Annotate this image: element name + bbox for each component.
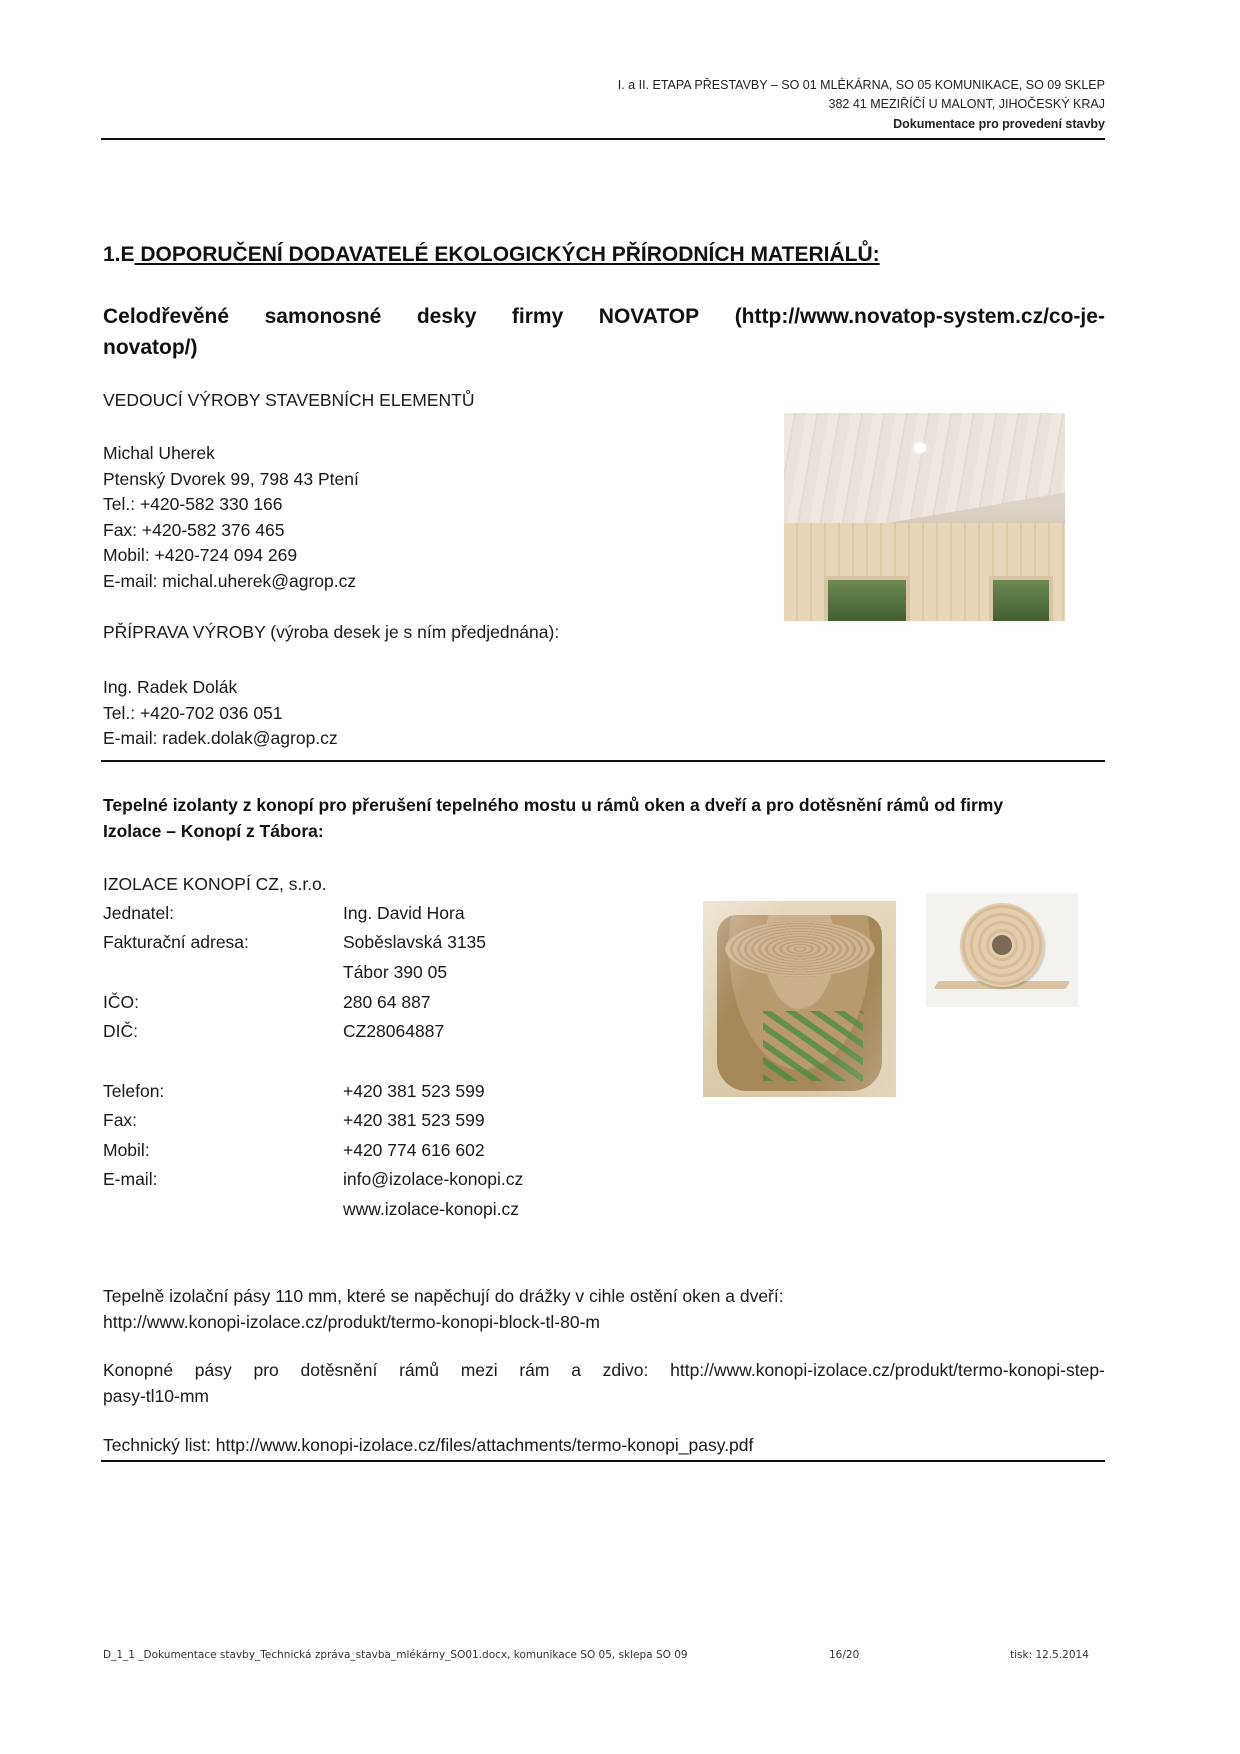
hemp-strip-roll-photo bbox=[926, 893, 1078, 1007]
hemp-heading bbox=[103, 792, 1003, 844]
strips-link[interactable]: http://www.konopi-izolace.cz/produkt/termo-konopi-block-tl-80-m bbox=[103, 1312, 600, 1332]
section-rule bbox=[101, 760, 1105, 762]
sealing-word: a bbox=[571, 1360, 581, 1380]
sealing-word: zdivo: bbox=[602, 1360, 649, 1380]
contact-mobile: Mobil: +420-724 094 269 bbox=[103, 545, 298, 565]
value-phone: +420 381 523 599 bbox=[343, 1081, 485, 1101]
sealing-word: Konopné bbox=[103, 1360, 174, 1380]
header-rule bbox=[101, 138, 1105, 140]
heading-word: Celodřevěné bbox=[103, 305, 230, 328]
datasheet-paragraph[interactable]: Technický list: http://www.konopi-izolace.cz/files/attachments/termo-konopi_pasy.pdf bbox=[103, 1435, 754, 1455]
hemp-roll-photo bbox=[703, 901, 896, 1097]
contact-block-2 bbox=[103, 675, 338, 752]
contact-address: Ptenský Dvorek 99, 798 43 Ptení bbox=[103, 468, 359, 489]
bottom-rule bbox=[101, 1460, 1105, 1462]
label-mobile: Mobil: bbox=[103, 1140, 150, 1160]
label-fax: Fax: bbox=[103, 1110, 138, 1130]
value-fax: +420 381 523 599 bbox=[343, 1110, 485, 1130]
section-title-text: DOPORUČENÍ DODAVATELÉ EKOLOGICKÝCH PŘÍRODNÍCH MATERIÁLŮ: bbox=[134, 243, 880, 266]
sealing-line-1 bbox=[103, 1357, 1105, 1383]
contact-tel: Tel.: +420-582 330 166 bbox=[103, 494, 283, 514]
section-title bbox=[103, 243, 880, 267]
sealing-word: rámů bbox=[399, 1360, 439, 1380]
header-line-3: Dokumentace pro provedení stavby bbox=[893, 117, 1105, 131]
contact-fax: Fax: +420-582 376 465 bbox=[103, 519, 285, 540]
value-street: Soběslavská 3135 bbox=[343, 932, 487, 952]
heading-word: samonosné bbox=[264, 305, 382, 328]
sealing-link-line-2[interactable]: pasy-tl10-mm bbox=[103, 1386, 209, 1406]
strips-text: Tepelně izolační pásy 110 mm, které se napěchují do drážky v cihle ostění oken a dveří: bbox=[103, 1286, 784, 1306]
value-mobile: +420 774 616 602 bbox=[343, 1140, 485, 1160]
novatop-heading bbox=[103, 301, 1105, 363]
heading-word: NOVATOP bbox=[598, 305, 700, 328]
role-production-prep: PŘÍPRAVA VÝROBY (výroba desek je s ním předjednána): bbox=[103, 622, 560, 642]
contact-name: Ing. Radek Dolák bbox=[103, 677, 238, 697]
label-email: E-mail: bbox=[103, 1169, 158, 1189]
novatop-heading-line-2: novatop/) bbox=[103, 336, 198, 359]
strips-paragraph bbox=[103, 1283, 1105, 1335]
header-line-2: 382 41 MEZIŘÍČÍ U MALONT, JIHOČESKÝ KRAJ bbox=[828, 97, 1105, 111]
label-billing-address: Fakturační adresa: bbox=[103, 932, 249, 952]
value-email: info@izolace-konopi.cz bbox=[343, 1169, 524, 1189]
value-website: www.izolace-konopi.cz bbox=[343, 1199, 520, 1219]
sealing-word: pro bbox=[253, 1360, 279, 1380]
hemp-heading-line-2: Izolace – Konopí z Tábora: bbox=[103, 821, 324, 841]
sealing-word: mezi bbox=[460, 1360, 498, 1380]
role-production-head: VEDOUCÍ VÝROBY STAVEBNÍCH ELEMENTŮ bbox=[103, 390, 475, 410]
company-name: IZOLACE KONOPÍ CZ, s.r.o. bbox=[103, 874, 327, 894]
sealing-word: rám bbox=[519, 1360, 550, 1380]
heading-word: firmy bbox=[511, 305, 564, 328]
wooden-ceiling-photo bbox=[784, 413, 1065, 621]
footer-print-date: tisk: 12.5.2014 bbox=[1010, 1649, 1089, 1661]
novatop-heading-line-1 bbox=[103, 301, 1105, 332]
sealing-link[interactable]: http://www.konopi-izolace.cz/produkt/termo-konopi-step- bbox=[670, 1360, 1105, 1380]
sealing-word: pásy bbox=[194, 1360, 232, 1380]
value-dic: CZ28064887 bbox=[343, 1021, 445, 1041]
label-ico: IČO: bbox=[103, 992, 139, 1012]
footer-page-number: 16/20 bbox=[829, 1649, 860, 1661]
value-city: Tábor 390 05 bbox=[343, 962, 448, 982]
value-ico: 280 64 887 bbox=[343, 992, 431, 1012]
header-line-1: I. a II. ETAPA PŘESTAVBY – SO 01 MLÉKÁRNA, SO 05 KOMUNIKACE, SO 09 SKLEP bbox=[617, 78, 1105, 92]
footer-filename: D_1_1 _Dokumentace stavby_Technická zpráva_stavba_mlékárny_SO01.docx, komunikace SO 05, sklepa SO 09 bbox=[103, 1649, 688, 1661]
label-dic: DIČ: bbox=[103, 1021, 138, 1041]
contact-email: E-mail: radek.dolak@agrop.cz bbox=[103, 728, 338, 748]
contact-block-1 bbox=[103, 441, 359, 594]
hemp-heading-line-1: Tepelné izolanty z konopí pro přerušení tepelného mostu u rámů oken a dveří a pro dotěsnění rámů od firmy bbox=[103, 795, 1004, 815]
section-number: 1.E bbox=[103, 243, 135, 266]
value-jednatel: Ing. David Hora bbox=[343, 903, 465, 923]
label-jednatel: Jednatel: bbox=[103, 903, 175, 923]
contact-name: Michal Uherek bbox=[103, 443, 215, 463]
heading-word: desky bbox=[416, 305, 477, 328]
contact-tel: Tel.: +420-702 036 051 bbox=[103, 702, 283, 723]
heading-url-part: (http://www.novatop-system.cz/co-je- bbox=[734, 305, 1105, 328]
label-phone: Telefon: bbox=[103, 1081, 165, 1101]
contact-email: E-mail: michal.uherek@agrop.cz bbox=[103, 570, 357, 591]
sealing-word: dotěsnění bbox=[300, 1360, 378, 1380]
sealing-paragraph bbox=[103, 1357, 1105, 1409]
